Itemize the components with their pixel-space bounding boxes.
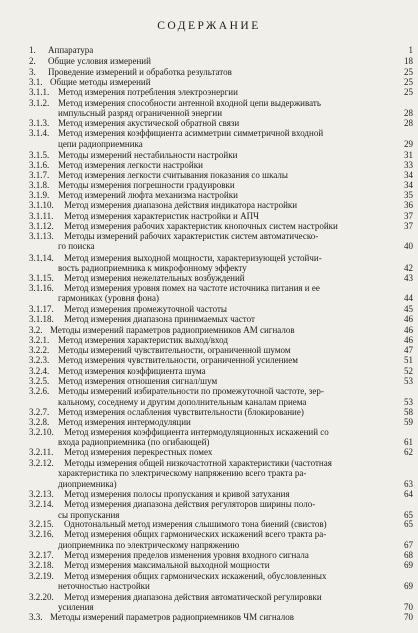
toc-entry-title: вость радиоприемника к микрофонному эффекту (58, 263, 247, 273)
toc-entry-title: Метод измерения характеристик выход/вход (58, 335, 228, 345)
toc-entry-page: 34 (404, 170, 413, 180)
toc-entry (0, 355, 418, 366)
toc-entry-page: 47 (404, 345, 413, 355)
toc-entry-number: 3.2.16. (29, 529, 54, 539)
toc-entry-title: сы пропускания (58, 510, 120, 520)
toc-entry-title: импульсный разряд ограниченной энергии (58, 108, 223, 118)
toc-entry-title: гармониках (уровня фона) (58, 293, 159, 303)
toc-entry-number: 3.1.2. (29, 98, 50, 108)
toc-entry-title: Метод измерения выходной мощности, характеризующей устойчи- (64, 253, 322, 263)
toc-entry (0, 612, 418, 623)
toc-entry-number: 3.2.1. (29, 335, 50, 345)
toc-entry-number: 3.2.3. (29, 355, 50, 365)
toc-entry-page: 51 (404, 355, 413, 365)
toc-entry-page: 70 (404, 612, 413, 622)
toc-entry (0, 447, 418, 458)
toc-entry-page: 25 (404, 77, 413, 87)
toc-entry-page: 46 (404, 314, 413, 324)
toc-entry-number: 3.2.8. (29, 417, 50, 427)
toc-entry-number: 3.1.10. (29, 200, 54, 210)
toc-entry-page: 37 (404, 221, 413, 231)
toc-entry-number: 3.2.10. (29, 427, 54, 437)
toc-entry-number: 3.2.2. (29, 345, 50, 355)
toc-entry-title: Метод измерения диапазона принимаемых частот (64, 314, 255, 324)
toc-entry-number: 3.1.15. (29, 273, 54, 283)
toc-entry-number: 3.2.18. (29, 560, 54, 570)
toc-entry-number: 1. (29, 45, 36, 55)
toc-entry (0, 581, 418, 592)
toc-entry-title: характеристика по электрическому напряжению всего тракта ра- (58, 468, 307, 478)
toc-entry-title: Метод измерения интермодуляции (58, 417, 191, 427)
toc-entry-number: 3.1.7. (29, 170, 50, 180)
toc-entry-number: 3.1.11. (29, 211, 54, 221)
toc-entry-title: усиления (58, 602, 94, 612)
toc-entry-title: диоприемника) (58, 479, 117, 489)
toc-entry-title: кальному, соседнему и другим дополнительным каналам приема (58, 397, 307, 407)
toc-entry-number: 3.1.16. (29, 283, 54, 293)
toc-entry-page: 25 (404, 87, 413, 97)
toc-entry-number: 2. (29, 56, 36, 66)
toc-entry-title: неточностью настройки (58, 581, 150, 591)
toc-entry-title: Проведение измерений и обработка результатов (48, 67, 232, 77)
toc-entry-title: Однотональный метод измерения слышимого тона биений (свистов) (64, 519, 327, 529)
toc-entry-number: 3.1.18. (29, 314, 54, 324)
toc-entry-title: Метод измерения коэффициента асимметрии симметричной входной (58, 128, 324, 138)
toc-entry-page: 53 (404, 397, 413, 407)
toc-entry (0, 386, 418, 397)
toc-entry-title: Метод измерения общих гармонических искажений всего тракта ра- (64, 529, 327, 539)
toc-entry (0, 241, 418, 252)
toc-entry-number: 3.3. (29, 612, 43, 622)
toc-entry-page: 35 (404, 190, 413, 200)
toc-entry-page: 36 (404, 200, 413, 210)
toc-entry-number: 3.2.12. (29, 458, 54, 468)
toc-entry-page: 58 (404, 407, 413, 417)
toc-entry-page: 42 (404, 263, 413, 273)
toc-entry-title: Общие условия измерений (48, 56, 151, 66)
toc-entry-page: 1 (408, 45, 413, 55)
toc-entry-title: Методы измерений рабочих характеристик систем автоматическо- (64, 231, 319, 241)
toc-entry-number: 3.1.6. (29, 160, 50, 170)
toc-entry-number: 3.1.12. (29, 221, 54, 231)
toc-entry-title: Метод измерения акустической обратной связи (58, 118, 240, 128)
toc-entry-number: 3.1.13. (29, 231, 54, 241)
toc-entry (0, 128, 418, 139)
toc-entry-page: 46 (404, 325, 413, 335)
toc-entry-page: 37 (404, 211, 413, 221)
toc-entry-number: 3.1.1. (29, 87, 50, 97)
toc-entry-title: Метод измерения ослабления чувствительности (блокирование) (58, 407, 304, 417)
toc-entry-title: Метод измерения коэффициента шума (58, 366, 206, 376)
toc-entry-page: 33 (404, 160, 413, 170)
toc-entry-page: 45 (404, 304, 413, 314)
toc-entry-title: Методы измерений чувствительности, ограниченной шумом (58, 345, 291, 355)
toc-entry-page: 68 (404, 550, 413, 560)
toc-entry-title: Метод измерения общих гармонических искажений, обусловленных (64, 571, 327, 581)
toc-entry-title: Метод измерения коэффициента интермодуляционных искажений со (64, 427, 329, 437)
toc-entry-title: Метод измерения промежуточной частоты (64, 304, 227, 314)
toc-entry-title: Метод измерений люфта механизма настройки (58, 190, 238, 200)
toc-entry-page: 44 (404, 293, 413, 303)
toc-entry-page: 65 (404, 519, 413, 529)
toc-entry-title: Методы измерений параметров радиоприемников АМ сигналов (50, 325, 295, 335)
toc-entry-title: Общие методы измерений (50, 77, 151, 87)
toc-entry-number: 3.2.7. (29, 407, 50, 417)
toc-entry (0, 560, 418, 571)
toc-entry-title: Метод измерения полосы пропускания и кривой затухания (64, 489, 290, 499)
toc-entry-page: 46 (404, 335, 413, 345)
toc-entry-title: входа радиоприемника (по огибающей) (58, 437, 210, 447)
toc-entry (0, 314, 418, 325)
toc-entry-title: Метод измерения нежелательных возбуждений (64, 273, 245, 283)
toc-entry (0, 56, 418, 67)
toc-entry-title: Метод измерения диапазона действия автоматической регулировки (64, 592, 322, 602)
toc-entry-number: 3.2. (29, 325, 43, 335)
toc-entry-page: 59 (404, 417, 413, 427)
toc-entry-title: Метод измерения способности антенной входной цепи выдерживать (58, 98, 321, 108)
toc-entry-number: 3.1.8. (29, 180, 50, 190)
toc-entry (0, 468, 418, 479)
toc-entry-number: 3.1. (29, 77, 43, 87)
toc-entry-number: 3.2.11. (29, 447, 54, 457)
toc-entry-page: 63 (404, 479, 413, 489)
toc-entry-title: Методы измерений параметров радиоприемников ЧМ сигналов (50, 612, 294, 622)
toc-entry (0, 293, 418, 304)
toc-entry-title: Метод измерения диапазона действия регуляторов ширины поло- (64, 499, 316, 509)
toc-entry (0, 139, 418, 150)
toc-entry-page: 28 (404, 118, 413, 128)
toc-entry-number: 3.2.14. (29, 499, 54, 509)
toc-entry-page: 25 (404, 67, 413, 77)
toc-entry-title: Методы измерения погрешности градуировки (58, 180, 235, 190)
toc-entry-title: Методы измерений нестабильности настройки (58, 150, 238, 160)
toc-entry-page: 69 (404, 560, 413, 570)
toc-entry-number: 3.2.15. (29, 519, 54, 529)
toc-entry-title: Метод измерения уровня помех на частоте источника питания и ее (64, 283, 320, 293)
toc-entry-page: 18 (404, 56, 413, 66)
toc-entry-title: цепи радиоприемника (58, 139, 143, 149)
toc-entry-title: Метод измерения отношения сигнал/шум (58, 376, 218, 386)
toc-entry (0, 529, 418, 540)
toc-entry-title: Методы измерений избирательности по промежуточной частоте, зер- (58, 386, 324, 396)
toc-entry-page: 34 (404, 180, 413, 190)
toc-entry-page: 31 (404, 150, 413, 160)
toc-entry-number: 3.1.17. (29, 304, 54, 314)
toc-entry-title: Метод измерения рабочих характеристик кнопочных систем настройки (64, 221, 338, 231)
toc-entry-title: диоприемника по электрическому напряжению (58, 540, 240, 550)
toc-entry (0, 45, 418, 56)
toc-entry-number: 3.1.3. (29, 118, 50, 128)
toc-entry-page: 29 (404, 139, 413, 149)
toc-entry-number: 3.2.6. (29, 386, 50, 396)
toc-entry-number: 3.1.4. (29, 128, 50, 138)
toc-entry-title: Метод измерения потребления электроэнергии (58, 87, 238, 97)
toc-entry-number: 3.2.5. (29, 376, 50, 386)
toc-entry-page: 65 (404, 510, 413, 520)
toc-entry-page: 40 (404, 241, 413, 251)
toc-entry-title: Метод измерения максимальной выходной мощности (64, 560, 270, 570)
toc-entry-page: 52 (404, 366, 413, 376)
toc-entry-number: 3.2.13. (29, 489, 54, 499)
toc-entry-number: 3. (29, 67, 36, 77)
toc-entry-title: Метод измерения чувствительности, ограниченной усилением (58, 355, 298, 365)
page-title: СОДЕРЖАНИЕ (157, 20, 261, 32)
toc-entry-number: 3.2.17. (29, 550, 54, 560)
toc-entry-title: Методы измерения общей низкочастотной характеристики (частотная (64, 458, 332, 468)
toc-entry-title: Метод измерения легкости настройки (58, 160, 203, 170)
toc-entry-page: 53 (404, 376, 413, 386)
toc-entry-page: 28 (404, 108, 413, 118)
toc-entry-title: Метод измерения диапазона действия индикатора настройки (64, 200, 298, 210)
toc-entry-number: 3.2.4. (29, 366, 50, 376)
toc-entry-number: 3.1.5. (29, 150, 50, 160)
toc-entry-page: 69 (404, 581, 413, 591)
toc-entry-title: Метод измерения легкости считывания показания со шкалы (58, 170, 288, 180)
toc-entry-title: Метод измерения перекрестных помех (64, 447, 213, 457)
toc-entry-title: Метод измерения пределов изменения уровня входного сигнала (64, 550, 309, 560)
toc-entry-page: 64 (404, 489, 413, 499)
toc-entry-number: 3.2.20. (29, 592, 54, 602)
toc-entry-title: Аппаратура (48, 45, 94, 55)
toc-entry-page: 62 (404, 447, 413, 457)
toc-entry-number: 3.1.14. (29, 253, 54, 263)
toc-entry (0, 499, 418, 510)
toc-entry (0, 200, 418, 211)
toc-entry-title: го поиска (58, 241, 95, 251)
toc-entry-page: 67 (404, 540, 413, 550)
toc-entry (0, 87, 418, 98)
toc-entry-title: Метод измерения характеристик настройки и АПЧ (64, 211, 259, 221)
toc-entry-page: 43 (404, 273, 413, 283)
toc-entry-page: 70 (404, 602, 413, 612)
toc-entry-page: 61 (404, 437, 413, 447)
toc-entry-number: 3.1.9. (29, 190, 50, 200)
toc-entry-number: 3.2.19. (29, 571, 54, 581)
